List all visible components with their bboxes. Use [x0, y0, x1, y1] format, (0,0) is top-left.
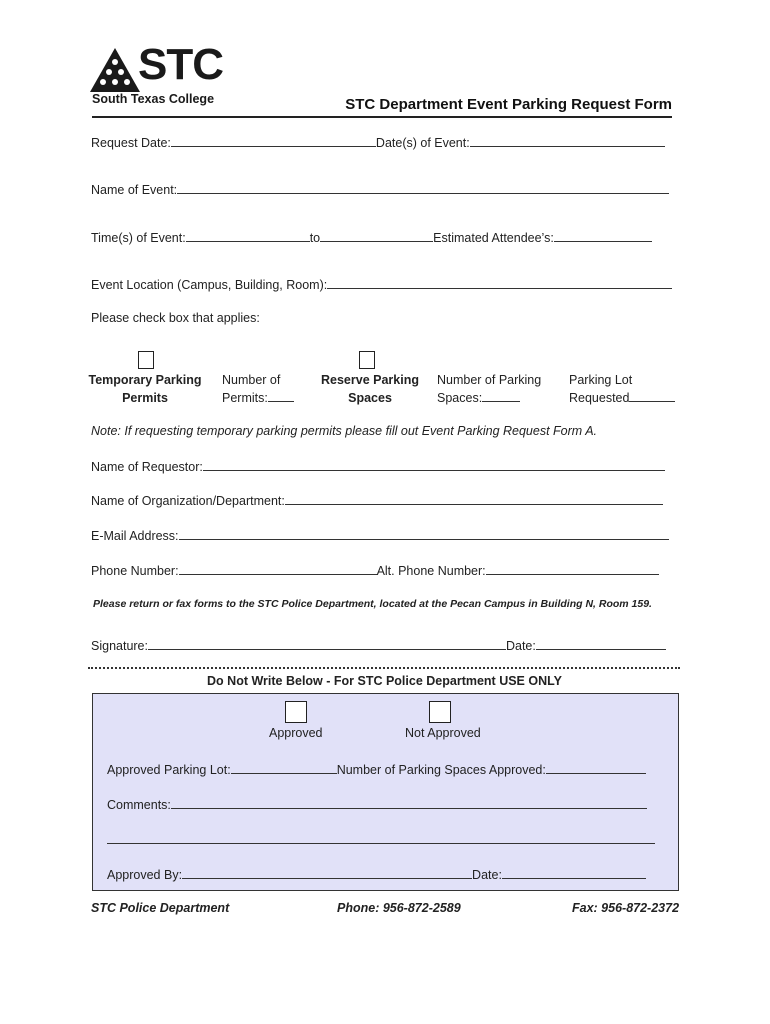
- return-instructions: Please return or fax forms to the STC Police Department, located at the Pecan Campus in Building N, Room 159.: [93, 598, 652, 610]
- reserve-label-2: Spaces: [348, 391, 392, 405]
- logo-abbr: STC: [138, 40, 223, 89]
- comments-row: [107, 796, 647, 812]
- phone-label: Phone Number:: [91, 564, 179, 578]
- requestor-row: [91, 458, 665, 474]
- approved-by-row: [107, 866, 646, 882]
- temporary-permits-checkbox[interactable]: [138, 351, 154, 369]
- approved-by-label: Approved By:: [107, 868, 183, 882]
- event-name-field[interactable]: [177, 181, 669, 194]
- request-date-label: Request Date:: [91, 136, 171, 150]
- approved-lot-row: [107, 761, 646, 777]
- organization-field[interactable]: [285, 492, 663, 505]
- reserve-spaces-option: [318, 371, 422, 407]
- logo-college-name: South Texas College: [92, 92, 215, 106]
- location-row: [91, 276, 672, 292]
- approved-lot-field[interactable]: [231, 761, 337, 774]
- check-prompt: Please check box that applies:: [91, 311, 260, 325]
- lot-requested-field[interactable]: [629, 389, 675, 402]
- num-permits-label-1: Number of: [222, 373, 281, 387]
- signature-date-field[interactable]: [536, 637, 666, 650]
- temp-permits-label-1: Temporary Parking: [88, 373, 202, 387]
- event-dates-field[interactable]: [470, 134, 665, 147]
- approved-checkbox[interactable]: [285, 701, 307, 723]
- approved-spaces-field[interactable]: [546, 761, 646, 774]
- police-use-header: Do Not Write Below - For STC Police Department USE ONLY: [207, 674, 562, 688]
- dotted-separator: [88, 667, 680, 669]
- not-approved-label: Not Approved: [405, 726, 481, 740]
- email-label: E-Mail Address:: [91, 529, 179, 543]
- approved-date-field[interactable]: [502, 866, 646, 879]
- note-text: Note: If requesting temporary parking permits please fill out Event Parking Request Form A.: [91, 424, 598, 438]
- comments-field[interactable]: [171, 796, 647, 809]
- temp-permits-label-2: Permits: [122, 391, 168, 405]
- event-dates-label: Date(s) of Event:: [375, 136, 470, 150]
- number-of-permits-option: [222, 371, 294, 407]
- email-row: [91, 527, 669, 543]
- event-name-label: Name of Event:: [91, 183, 178, 197]
- signature-date-label: Date:: [505, 639, 536, 653]
- approved-by-field[interactable]: [182, 866, 472, 879]
- phone-row: [91, 562, 659, 578]
- approved-spaces-label: Number of Parking Spaces Approved:: [336, 763, 546, 777]
- location-field[interactable]: [327, 276, 672, 289]
- email-field[interactable]: [179, 527, 669, 540]
- number-of-spaces-option: [437, 371, 541, 407]
- to-label: to: [309, 231, 321, 245]
- footer-fax: Fax: 956-872-2372: [572, 901, 680, 915]
- parking-lot-option: [569, 371, 675, 407]
- lot-label-2: Requested: [569, 391, 630, 405]
- lot-label-1: Parking Lot: [569, 373, 633, 387]
- start-time-field[interactable]: [186, 229, 310, 242]
- comments-row-2: [107, 831, 655, 847]
- event-times-label: Time(s) of Event:: [91, 231, 186, 245]
- attendees-label: Estimated Attendee’s:: [433, 231, 554, 245]
- organization-label: Name of Organization/Department:: [91, 494, 285, 508]
- alt-phone-label: Alt. Phone Number:: [376, 564, 486, 578]
- title-bar: [92, 96, 672, 118]
- signature-label: Signature:: [91, 639, 148, 653]
- num-spaces-field[interactable]: [482, 389, 520, 402]
- temporary-permits-option: [86, 371, 204, 407]
- location-label: Event Location (Campus, Building, Room):: [91, 278, 328, 292]
- attendees-field[interactable]: [554, 229, 652, 242]
- request-date-row: [91, 134, 665, 150]
- num-spaces-label-1: Number of Parking: [437, 373, 542, 387]
- logo-triangle-icon: [90, 48, 140, 92]
- alt-phone-field[interactable]: [486, 562, 659, 575]
- phone-field[interactable]: [179, 562, 377, 575]
- footer-department: STC Police Department: [91, 901, 230, 915]
- event-times-row: [91, 229, 652, 245]
- reserve-spaces-checkbox[interactable]: [359, 351, 375, 369]
- event-name-row: [91, 181, 669, 197]
- reserve-label-1: Reserve Parking: [321, 373, 419, 387]
- police-use-section: [92, 693, 679, 891]
- num-spaces-label-2: Spaces:: [437, 391, 483, 405]
- approved-lot-label: Approved Parking Lot:: [107, 763, 231, 777]
- request-date-field[interactable]: [171, 134, 376, 147]
- footer-phone: Phone: 956-872-2589: [337, 901, 461, 915]
- not-approved-checkbox[interactable]: [429, 701, 451, 723]
- requestor-field[interactable]: [203, 458, 665, 471]
- approved-label: Approved: [269, 726, 323, 740]
- comments-label: Comments:: [107, 798, 171, 812]
- num-permits-label-2: Permits:: [222, 391, 268, 405]
- signature-field[interactable]: [148, 637, 506, 650]
- num-permits-field[interactable]: [268, 389, 294, 402]
- organization-row: [91, 492, 663, 508]
- requestor-label: Name of Requestor:: [91, 460, 203, 474]
- comments-field-2[interactable]: [107, 831, 655, 844]
- page-title: STC Department Event Parking Request Form: [345, 96, 672, 113]
- signature-row: [91, 637, 666, 653]
- approved-date-label: Date:: [472, 868, 502, 882]
- end-time-field[interactable]: [320, 229, 433, 242]
